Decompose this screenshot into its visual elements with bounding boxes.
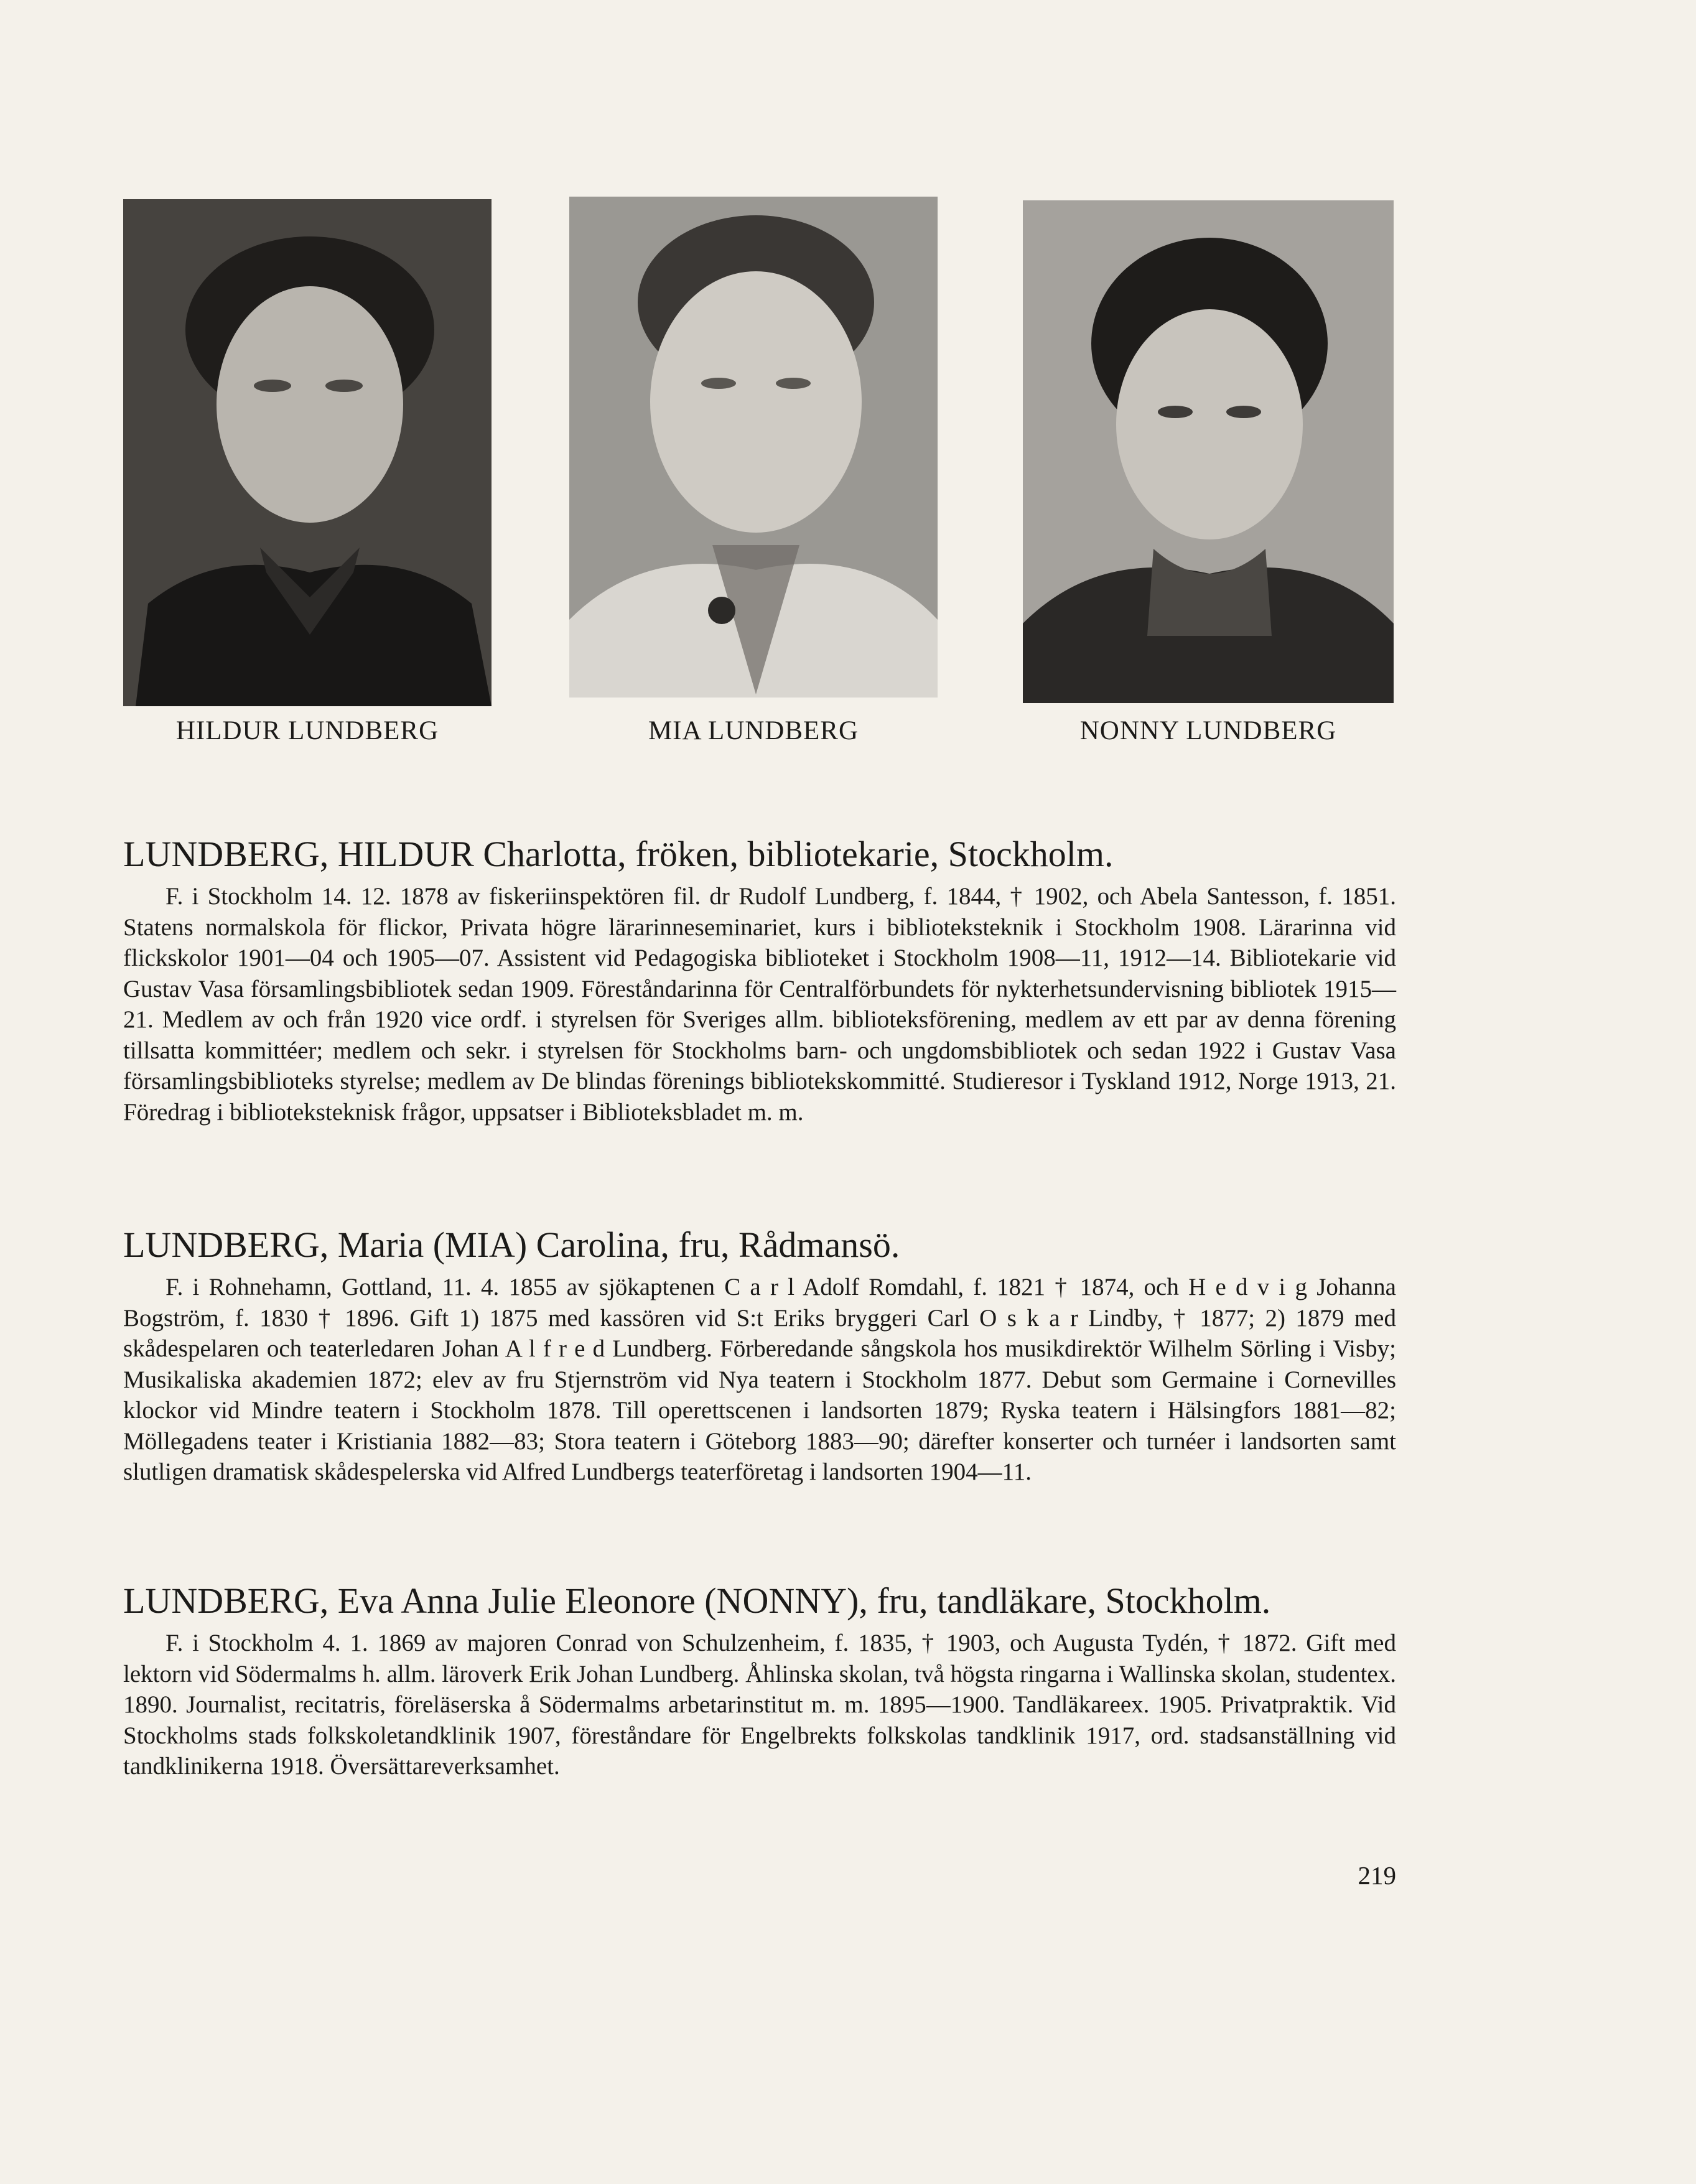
portrait-hildur-image (123, 199, 492, 706)
portrait-nonny-lundberg (1023, 200, 1394, 703)
entry-heading: LUNDBERG, Maria (MIA) Carolina, fru, Rådmansö. (123, 1225, 900, 1265)
biography-entry-mia (123, 1225, 1396, 1488)
portrait-caption-mia: MIA LUNDBERG (648, 716, 859, 745)
portrait-caption-nonny: NONNY LUNDBERG (1079, 716, 1337, 745)
entry-heading: LUNDBERG, HILDUR Charlotta, fröken, bibliotekarie, Stockholm. (123, 834, 1114, 874)
portrait-nonny-image (1023, 200, 1394, 703)
page-number: 219 (1358, 1861, 1396, 1890)
portrait-mia-image (569, 197, 938, 698)
entry-body: F. i Stockholm 4. 1. 1869 av majoren Conrad von Schulzenheim, f. 1835, † 1903, och Augusta Tydén, † 1872. Gift med lektorn vid Södermalms h. allm. läroverk Erik Johan Lundberg. Åhlinska skolan, två högsta ringarna i Wallinska skolan, studentex. 1890. Journalist, recitatris, föreläserska å Södermalms arbetarinstitut m. m. 1895—1900. Tandläkareex. 1905. Privatpraktik. Vid Stockholms stads folkskoletandklinik 1907, föreståndare för Engelbrekts folkskolas tandklinik 1917, ord. stadsanställning vid tandklinikerna 1918. Översättareverksamhet. (123, 1630, 1396, 1780)
biography-entry-nonny (123, 1580, 1396, 1782)
biography-entry-hildur (123, 834, 1396, 1127)
portrait-hildur-lundberg (123, 199, 492, 706)
portrait-mia-lundberg (569, 197, 938, 698)
entry-body: F. i Stockholm 14. 12. 1878 av fiskeriinspektören fil. dr Rudolf Lundberg, f. 1844, † 1902, och Abela Santesson, f. 1851. Statens normalskola för flickor, Privata högre lärarinneseminariet, kurs i biblioteksteknik i Stockholm 1908. Lärarinna vid flickskolor 1901—04 och 1905—07. Assistent vid Pedagogiska biblioteket i Stockholm 1908—11, 1912—14. Bibliotekarie vid Gustav Vasa församlingsbibliotek sedan 1909. Föreståndarinna för Centralförbundets för nykterhetsundervisning bibliotek 1915—21. Medlem av och från 1920 vice ordf. i styrelsen för Sveriges allm. biblioteksförening, medlem av ett par av denna förening tillsatta kommittéer; medlem och sekr. i styrelsen för Stockholms barn- och ungdomsbibliotek och sedan 1922 i Gustav Vasa församlingsbiblioteks styrelse; medlem av De blindas förenings bibliotekskommitté. Studieresor i Tyskland 1912, Norge 1913, 21. Föredrag i biblioteksteknisk frågor, uppsatser i Biblioteksbladet m. m. (123, 883, 1396, 1126)
portrait-caption-hildur: HILDUR LUNDBERG (175, 716, 439, 745)
entry-body: F. i Rohnehamn, Gottland, 11. 4. 1855 av sjökaptenen C a r l Adolf Romdahl, f. 1821 † 1874, och H e d v i g Johanna Bogström, f. 1830 † 1896. Gift 1) 1875 med kassören vid S:t Eriks bryggeri Carl O s k a r Lindby, † 1877; 2) 1879 med skådespelaren och teaterledaren Johan A l f r e d Lundberg. Förberedande sångskola hos musikdirektör Wilhelm Sörling i Visby; Musikaliska akademien 1872; elev av fru Stjernström vid Nya teatern i Stockholm 1877. Debut som Germaine i Cornevilles klockor vid Mindre teatern i Stockholm 1878. Till operettscenen i landsorten 1879; Ryska teatern i Hälsingfors 1881—82; Möllegadens teater i Kristiania 1882—83; Stora teatern i Göteborg 1883—90; därefter konserter och turnéer i landsorten samt slutligen dramatisk skådespelerska vid Alfred Lundbergs teaterföretag i landsorten 1904—11. (123, 1274, 1396, 1485)
entry-heading: LUNDBERG, Eva Anna Julie Eleonore (NONNY), fru, tandläkare, Stockholm. (123, 1580, 1271, 1621)
